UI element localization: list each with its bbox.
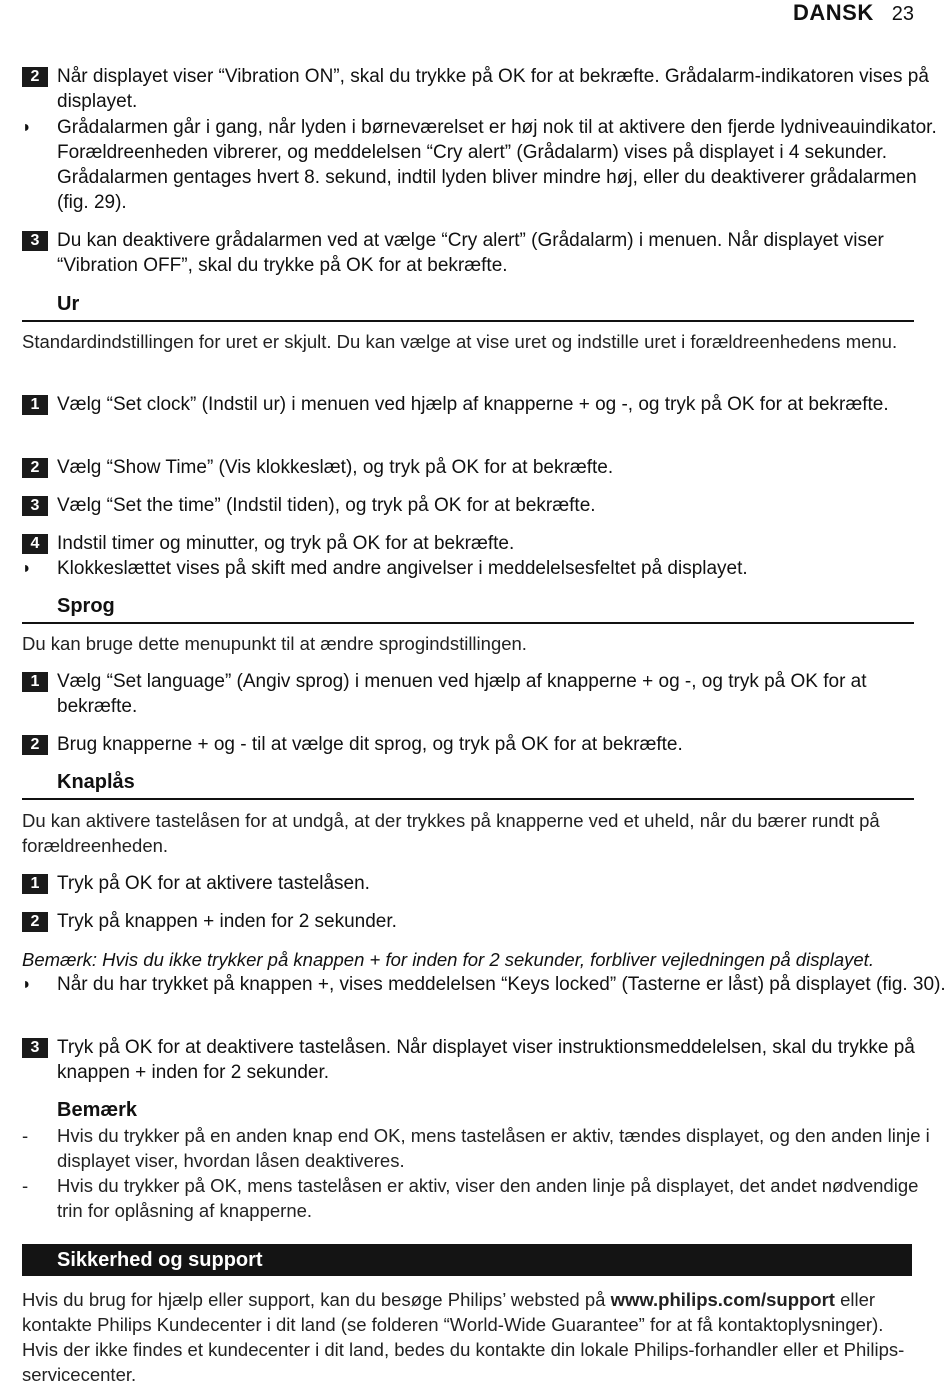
paragraph-text: Du kan aktivere tastelåsen for at undgå, at der trykkes på knapperne ved et uheld, når du bærer rundt på forældreenheden.: [22, 810, 880, 856]
note-heading: Bemærk: [57, 1099, 138, 1121]
step-number: 2: [22, 735, 48, 755]
support-text-pre: Hvis du brug for hjælp eller support, kan du besøge Philips’ websted på: [22, 1289, 611, 1310]
header-language: DANSK: [793, 0, 874, 25]
bullet-clock-display: [22, 556, 949, 581]
step-text: Tryk på OK for at deaktivere tastelåsen. Når displayet viser instruktionsmeddelelsen, skal du trykke på knappen + inden for 2 sekunder.: [57, 1037, 915, 1083]
step-text: Brug knapperne + og - til at vælge dit sprog, og tryk på OK for at bekræfte.: [57, 734, 683, 755]
section-bar-support: [22, 1244, 912, 1276]
note-keylock: [22, 947, 914, 972]
step-text: Når displayet viser “Vibration ON”, skal du trykke på OK for at bekræfte. Grådalarm-indikatoren vises på displayet.: [57, 66, 929, 112]
bullet-icon: ◗: [22, 119, 32, 136]
step-text: Vælg “Set language” (Angiv sprog) i menuen ved hjælp af knapperne + og -, og tryk på OK for at bekræfte.: [57, 671, 867, 717]
dash-text: Hvis du trykker på en anden knap end OK, mens tastelåsen er aktiv, tændes displayet, og den anden linje i displayet viser, hvordan låsen deaktiveres.: [57, 1125, 930, 1171]
dash-item-ok-button: [22, 1173, 949, 1223]
step-text: Vælg “Set clock” (Indstil ur) i menuen ved hjælp af knapperne + og -, og tryk på OK for at bekræfte.: [57, 394, 889, 415]
dash-marker: -: [22, 1125, 29, 1146]
step-text: Indstil timer og minutter, og tryk på OK for at bekræfte.: [57, 533, 515, 554]
step-text: Tryk på OK for at aktivere tastelåsen.: [57, 873, 370, 894]
note-text: Bemærk: Hvis du ikke trykker på knappen + for inden for 2 sekunder, forbliver vejledningen på displayet.: [22, 949, 874, 970]
step-press-plus: [22, 909, 949, 934]
page-number: 23: [891, 3, 914, 25]
step-number: 2: [22, 458, 48, 478]
step-number: 3: [22, 1038, 48, 1058]
bullet-text: Klokkeslættet vises på skift med andre angivelser i meddelelsesfeltet på displayet.: [57, 558, 748, 579]
paragraph-ur: [22, 329, 914, 354]
bullet-icon: ◗: [22, 560, 32, 577]
bullet-keys-locked: [22, 972, 949, 997]
paragraph-text: Du kan bruge dette menupunkt til at ændre sprogindstillingen.: [22, 633, 527, 654]
step-deactivate-keylock: [22, 1035, 949, 1085]
step-number: 4: [22, 534, 48, 554]
step-number: 1: [22, 874, 48, 894]
step-text: Du kan deaktivere grådalarmen ved at vælge “Cry alert” (Grådalarm) i menuen. Når displayet viser “Vibration OFF”, skal du trykke på OK for at bekræfte.: [57, 230, 884, 276]
support-url-link[interactable]: www.philips.com/support: [610, 1289, 835, 1310]
step-show-time: [22, 455, 949, 480]
bullet-icon: ◗: [22, 976, 32, 993]
bullet-cry-alert: [22, 115, 949, 215]
step-text: Vælg “Set the time” (Indstil tiden), og tryk på OK for at bekræfte.: [57, 495, 596, 516]
step-text: Vælg “Show Time” (Vis klokkeslæt), og tryk på OK for at bekræfte.: [57, 457, 614, 478]
step-choose-language: [22, 732, 949, 757]
dash-marker: -: [22, 1175, 29, 1196]
bullet-text: Grådalarmen går i gang, når lyden i børneværelset er høj nok til at aktivere den fjerde lydniveauindikator. Forældreenheden vibrerer, og meddelelsen “Cry alert” (Grådalarm) vises på displayet i 4 sekunder. Grådalarmen gentages hvert 8. sekund, indtil lyden bliver mindre høj, eller du deaktiverer grådalarmen (fig. 29).: [57, 117, 937, 213]
step-number: 3: [22, 231, 48, 251]
step-set-hours-minutes: [22, 531, 949, 556]
section-bar-title: Sikkerhed og support: [57, 1249, 263, 1271]
paragraph-sprog: [22, 631, 914, 656]
paragraph-support: [22, 1287, 914, 1387]
bullet-text: Når du har trykket på knappen +, vises meddelelsen “Keys locked” (Tasterne er låst) på displayet (fig. 30).: [57, 974, 946, 995]
section-heading-ur: [22, 290, 914, 322]
dash-text: Hvis du trykker på OK, mens tastelåsen er aktiv, viser den anden linje på displayet, det andet nødvendige trin for oplåsning af knapperne.: [57, 1175, 919, 1221]
step-set-language: [22, 669, 949, 719]
step-number: 1: [22, 395, 48, 415]
step-number: 3: [22, 496, 48, 516]
step-set-clock: [22, 392, 949, 417]
section-heading-sprog: [22, 592, 914, 624]
step-text: Tryk på knappen + inden for 2 sekunder.: [57, 911, 397, 932]
section-title: Ur: [57, 293, 80, 315]
step-number: 2: [22, 912, 48, 932]
step-activate-keylock: [22, 871, 949, 896]
step-number: 2: [22, 67, 48, 87]
paragraph-knaplas: [22, 808, 914, 858]
section-title: Sprog: [57, 595, 115, 617]
step-set-the-time: [22, 493, 949, 518]
paragraph-text: Standardindstillingen for uret er skjult. Du kan vælge at vise uret og indstille uret i forældreenhedens menu.: [22, 331, 898, 352]
step-deactivate-cry-alert: [22, 228, 949, 278]
section-title: Knaplås: [57, 771, 135, 793]
support-text-post: eller kontakte Philips Kundecenter i dit land (se folderen “World-Wide Guarantee” for at få kontaktoplysninger). Hvis der ikke findes et kundecenter i dit land, bedes du kontakte din lokale Philips-forhandler eller et Philips-servicecenter.: [22, 1289, 905, 1385]
step-vibration-on: [22, 64, 949, 114]
dash-item-other-button: [22, 1123, 949, 1173]
section-heading-knaplas: [22, 768, 914, 800]
page-header: [793, 0, 914, 28]
step-number: 1: [22, 672, 48, 692]
